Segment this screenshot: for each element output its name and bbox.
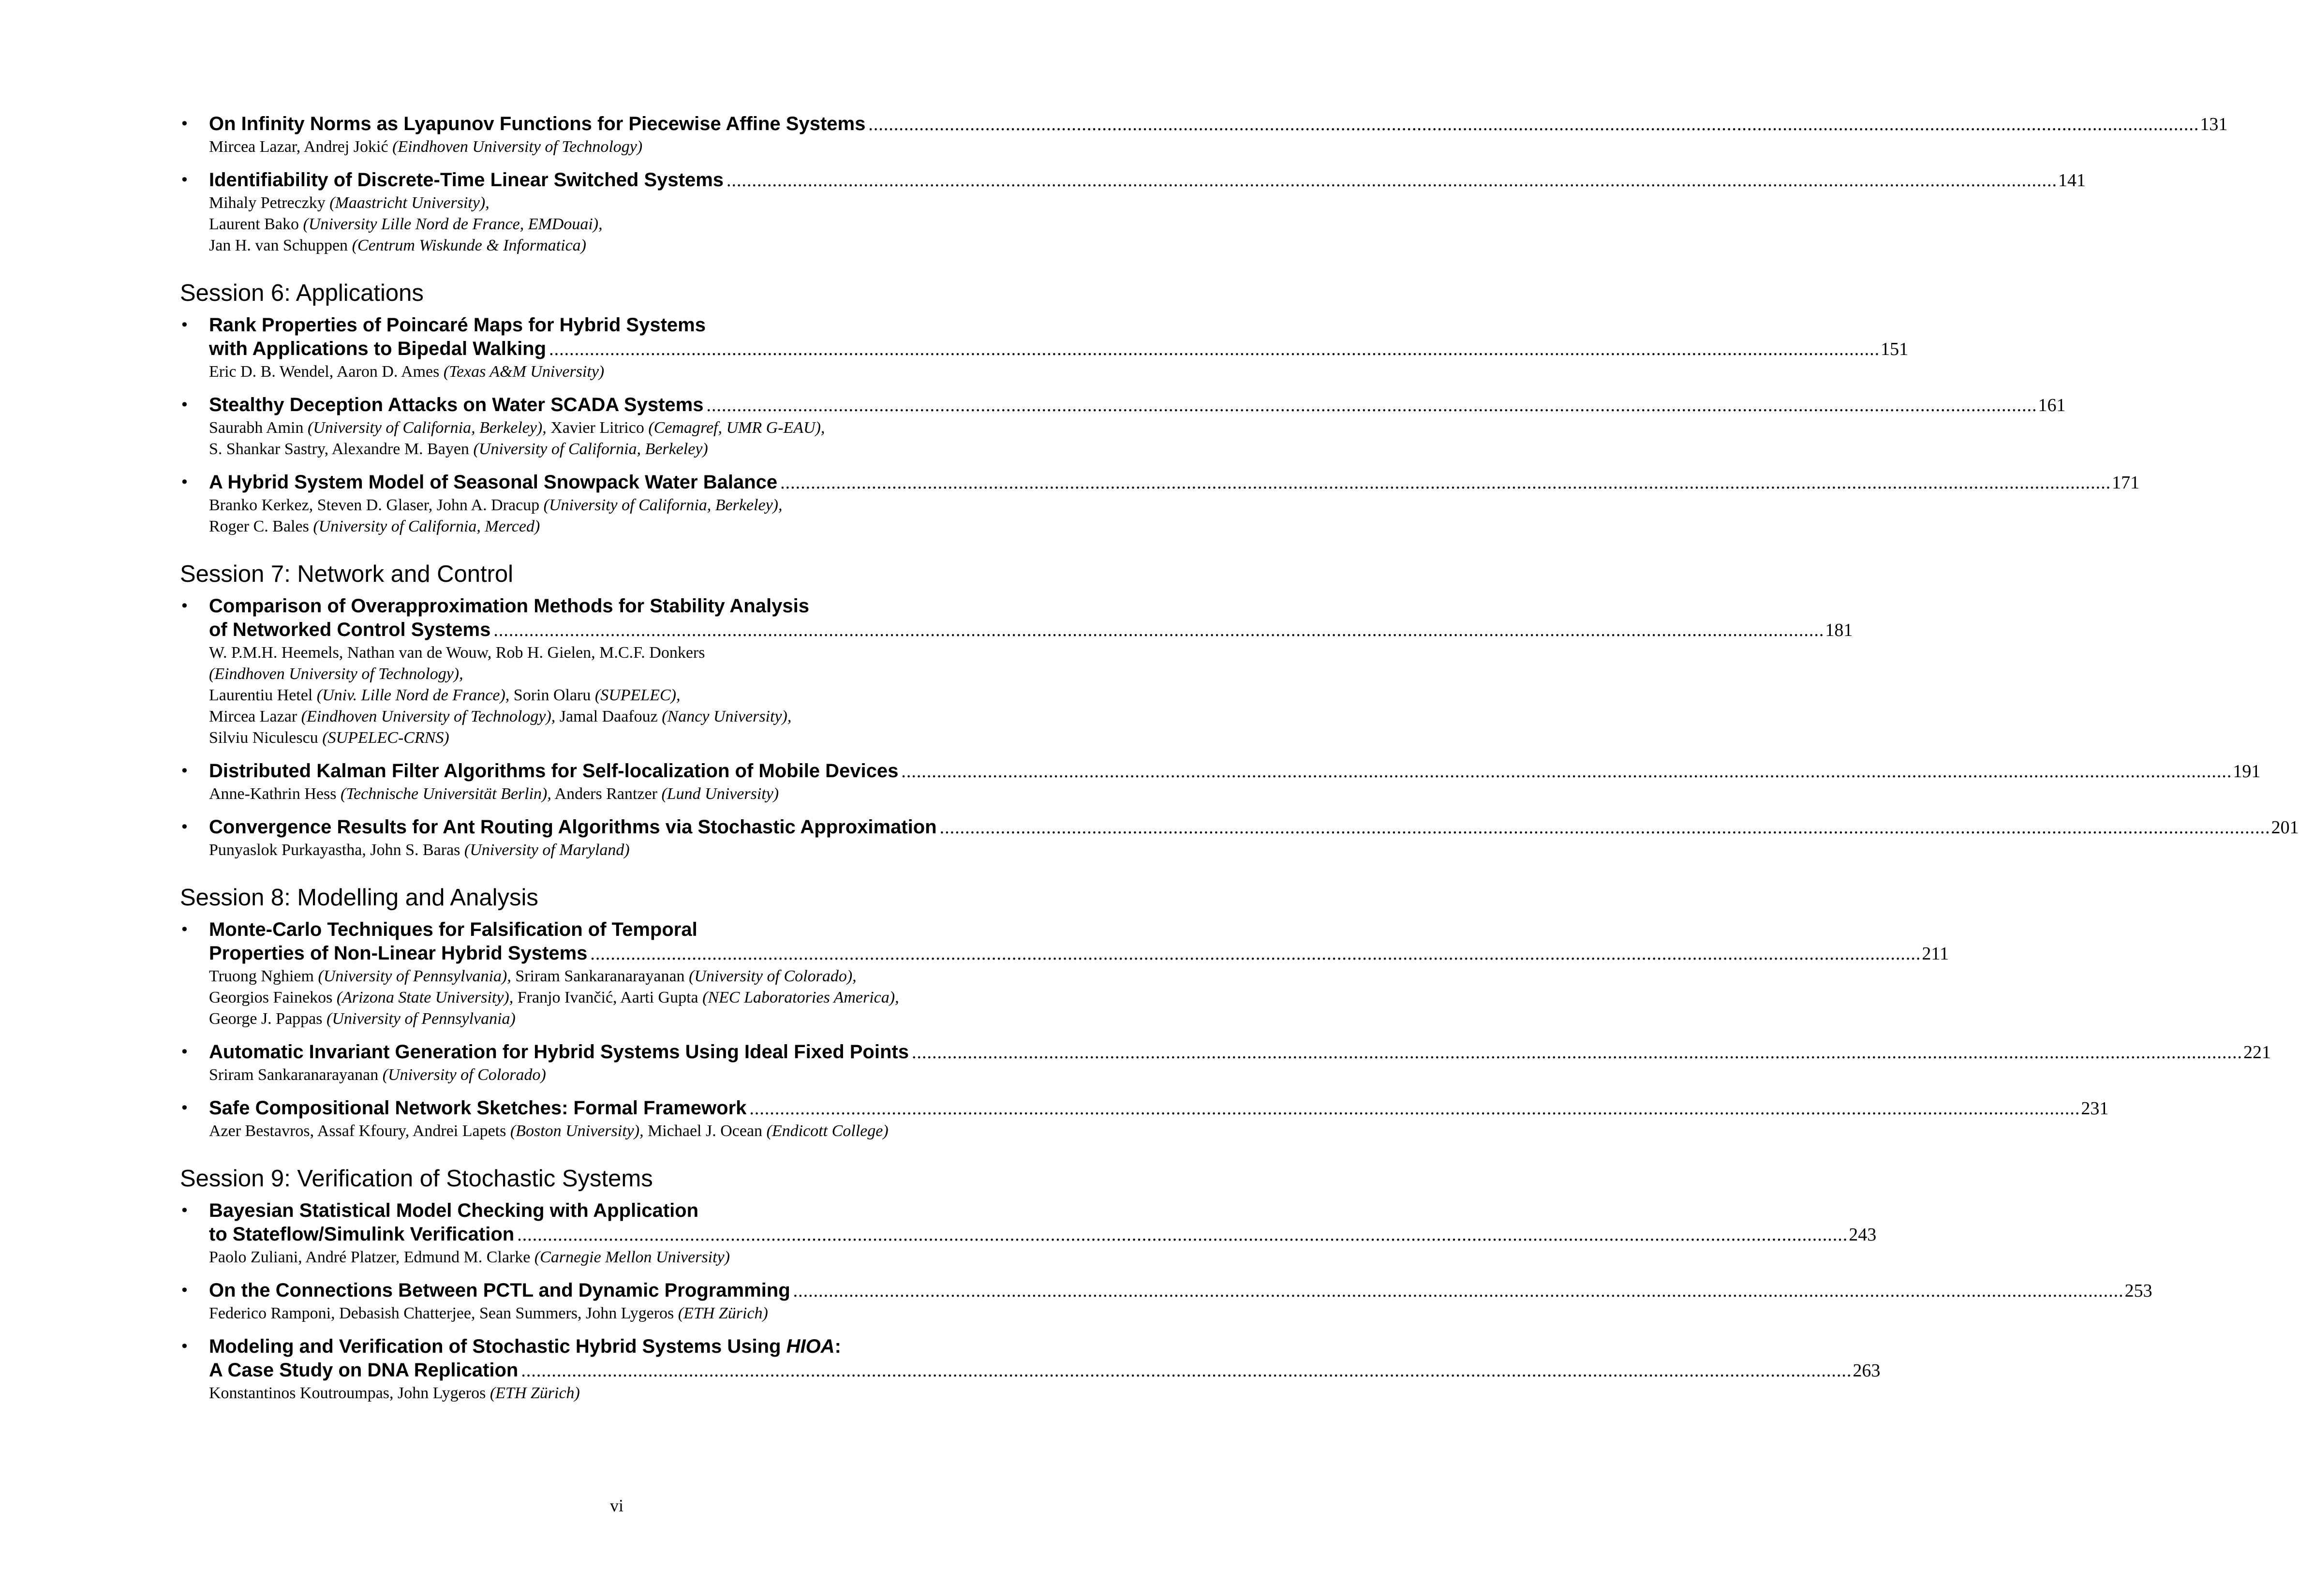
author-affiliation: (Nancy University), bbox=[662, 708, 792, 725]
entry-authors bbox=[209, 235, 1051, 256]
bullet-icon: • bbox=[180, 920, 189, 939]
bullet-icon: • bbox=[180, 1099, 189, 1117]
author-affiliation: (Technische Universität Berlin), bbox=[340, 785, 551, 803]
author-affiliation: (SUPELEC-CRNS) bbox=[322, 729, 449, 747]
session-heading: Session 9: Verification of Stochastic Systems bbox=[180, 1166, 653, 1192]
author-affiliation: (University of Colorado), bbox=[689, 967, 857, 985]
entry-authors bbox=[209, 1064, 1051, 1086]
author-names: Georgios Fainekos bbox=[209, 989, 337, 1006]
entry-authors bbox=[209, 840, 1051, 861]
author-affiliation: (Maastricht University), bbox=[329, 194, 489, 212]
author-affiliation: (University of California, Berkeley), bbox=[307, 419, 547, 437]
toc-entry[interactable] bbox=[180, 759, 2261, 805]
bullet-icon: • bbox=[180, 396, 189, 414]
entry-page-number: 231 bbox=[2081, 1098, 2109, 1119]
author-names: Truong Nghiem bbox=[209, 967, 318, 985]
entry-authors bbox=[209, 136, 1051, 158]
entry-authors bbox=[209, 1303, 1051, 1324]
author-affiliation: (University of Maryland) bbox=[464, 841, 630, 859]
entry-title: with Applications to Bipedal Walking bbox=[209, 338, 547, 359]
entry-authors bbox=[209, 361, 1051, 383]
author-affiliation: (Centrum Wiskunde & Informatica) bbox=[352, 236, 586, 254]
entry-authors bbox=[209, 417, 1051, 439]
author-names: Roger C. Bales bbox=[209, 517, 313, 535]
entry-authors bbox=[209, 1383, 1051, 1404]
bullet-icon: • bbox=[180, 171, 189, 189]
bullet-icon: • bbox=[180, 115, 189, 133]
author-names: Mihaly Petreczky bbox=[209, 194, 330, 212]
session-heading: Session 8: Modelling and Analysis bbox=[180, 885, 538, 911]
entry-authors bbox=[209, 439, 1051, 460]
author-names: Mircea Lazar bbox=[209, 708, 301, 725]
author-names: Anne-Kathrin Hess bbox=[209, 785, 341, 803]
author-affiliation: (NEC Laboratories America), bbox=[702, 989, 899, 1006]
entry-page-number: 263 bbox=[1853, 1360, 1881, 1381]
dot-leader: ...................................................................................................................................................................................................................................................................... bbox=[517, 1225, 1848, 1245]
entry-authors bbox=[209, 706, 1051, 727]
author-names: Branko Kerkez, Steven D. Glaser, John A. Dracup bbox=[209, 496, 544, 514]
entry-page-number: 253 bbox=[2124, 1281, 2152, 1301]
author-names: Eric D. B. Wendel, Aaron D. Ames bbox=[209, 363, 444, 381]
entry-title: Convergence Results for Ant Routing Algorithms via Stochastic Approximation bbox=[209, 816, 937, 838]
author-affiliation: (Eindhoven University of Technology) bbox=[392, 138, 643, 156]
session-heading: Session 6: Applications bbox=[180, 280, 424, 306]
entry-page-number: 221 bbox=[2243, 1042, 2271, 1063]
author-affiliation: (University of Colorado) bbox=[382, 1066, 546, 1084]
entry-title: Safe Compositional Network Sketches: Formal Framework bbox=[209, 1097, 747, 1119]
author-affiliation: (University of California, Berkeley) bbox=[473, 440, 708, 458]
entry-page-number: 191 bbox=[2233, 761, 2261, 782]
author-names: Franjo Ivančić, Aarti Gupta bbox=[513, 989, 703, 1006]
bullet-icon: • bbox=[180, 1337, 189, 1356]
author-affiliation: (Eindhoven University of Technology), bbox=[301, 708, 556, 725]
author-names: George J. Pappas bbox=[209, 1010, 326, 1028]
dot-leader: ...................................................................................................................................................................................................................................................................... bbox=[780, 473, 2111, 493]
entry-authors bbox=[209, 966, 1051, 987]
dot-leader: ...................................................................................................................................................................................................................................................................... bbox=[868, 114, 2199, 134]
entry-authors bbox=[209, 1121, 1051, 1142]
author-affiliation: (Arizona State University), bbox=[336, 989, 514, 1006]
entry-page-number: 131 bbox=[2200, 114, 2228, 134]
dot-leader: ...................................................................................................................................................................................................................................................................... bbox=[521, 1360, 1852, 1381]
author-names: Laurent Bako bbox=[209, 215, 303, 233]
page-number: vi bbox=[609, 1496, 623, 1515]
toc-entry[interactable] bbox=[180, 1040, 2271, 1086]
entry-title: Automatic Invariant Generation for Hybrid Systems Using Ideal Fixed Points bbox=[209, 1041, 909, 1063]
entry-authors bbox=[209, 192, 1051, 214]
bullet-icon: • bbox=[180, 818, 189, 836]
entry-title: of Networked Control Systems bbox=[209, 619, 491, 640]
entry-title: Modeling and Verification of Stochastic Hybrid Systems Using HIOA: bbox=[209, 1336, 841, 1357]
toc-entry[interactable] bbox=[180, 313, 1909, 383]
dot-leader: ...................................................................................................................................................................................................................................................................... bbox=[590, 944, 1921, 964]
toc-entry[interactable] bbox=[180, 1279, 2152, 1324]
toc-entry[interactable] bbox=[180, 594, 1853, 749]
dot-leader: ...................................................................................................................................................................................................................................................................... bbox=[901, 761, 2232, 782]
session-heading: Session 7: Network and Control bbox=[180, 561, 514, 587]
entry-title: Comparison of Overapproximation Methods for Stability Analysis bbox=[209, 595, 809, 617]
entry-authors bbox=[209, 1008, 1051, 1030]
toc-entry[interactable] bbox=[180, 393, 2066, 460]
entry-title: A Case Study on DNA Replication bbox=[209, 1360, 519, 1381]
author-affiliation: (University of Pennsylvania), bbox=[318, 967, 511, 985]
author-affiliation: (Lund University) bbox=[661, 785, 779, 803]
author-affiliation: (University of California, Berkeley), bbox=[543, 496, 783, 514]
author-names: Sorin Olaru bbox=[509, 686, 595, 704]
author-affiliation: (ETH Zürich) bbox=[489, 1384, 580, 1402]
entry-title: Monte-Carlo Techniques for Falsification of Temporal bbox=[209, 919, 697, 940]
dot-leader: ...................................................................................................................................................................................................................................................................... bbox=[939, 817, 2270, 838]
author-names: Silviu Niculescu bbox=[209, 729, 323, 747]
bullet-icon: • bbox=[180, 1201, 189, 1220]
entry-authors bbox=[209, 664, 1051, 685]
entry-title: Rank Properties of Poincaré Maps for Hybrid Systems bbox=[209, 314, 706, 336]
entry-authors bbox=[209, 783, 1051, 805]
entry-authors bbox=[209, 727, 1051, 749]
author-affiliation: (University of Pennsylvania) bbox=[326, 1010, 516, 1028]
author-affiliation: (Texas A&M University) bbox=[443, 363, 605, 381]
toc-entry[interactable] bbox=[180, 168, 2086, 256]
entry-page-number: 211 bbox=[1922, 944, 1949, 964]
toc-entry[interactable] bbox=[180, 1096, 2109, 1142]
author-names: W. P.M.H. Heemels, Nathan van de Wouw, Rob H. Gielen, M.C.F. Donkers bbox=[209, 644, 705, 662]
author-names: Laurentiu Hetel bbox=[209, 686, 317, 704]
author-names: Punyaslok Purkayastha, John S. Baras bbox=[209, 841, 464, 859]
dot-leader: ...................................................................................................................................................................................................................................................................... bbox=[493, 620, 1824, 640]
bullet-icon: • bbox=[180, 1281, 189, 1300]
author-names: Xavier Litrico bbox=[546, 419, 649, 437]
author-affiliation: (Carnegie Mellon University) bbox=[534, 1248, 730, 1266]
entry-page-number: 243 bbox=[1849, 1225, 1877, 1245]
toc-entry[interactable] bbox=[180, 1335, 1881, 1404]
table-of-contents bbox=[180, 112, 2299, 1404]
author-names: Azer Bestavros, Assaf Kfoury, Andrei Lapets bbox=[209, 1122, 510, 1140]
author-affiliation: (University of California, Merced) bbox=[313, 517, 540, 535]
dot-leader: ...................................................................................................................................................................................................................................................................... bbox=[749, 1098, 2080, 1119]
author-names: Anders Rantzer bbox=[551, 785, 662, 803]
bullet-icon: • bbox=[180, 1043, 189, 1061]
author-names: Jan H. van Schuppen bbox=[209, 236, 352, 254]
toc-entry[interactable] bbox=[180, 1199, 1877, 1268]
entry-title: to Stateflow/Simulink Verification bbox=[209, 1224, 515, 1245]
author-affiliation: (University Lille Nord de France, EMDouai), bbox=[303, 215, 603, 233]
author-names: Paolo Zuliani, André Platzer, Edmund M. Clarke bbox=[209, 1248, 534, 1266]
author-names: S. Shankar Sastry, Alexandre M. Bayen bbox=[209, 440, 474, 458]
dot-leader: ...................................................................................................................................................................................................................................................................... bbox=[706, 395, 2037, 415]
dot-leader: ...................................................................................................................................................................................................................................................................... bbox=[727, 170, 2058, 191]
entry-page-number: 151 bbox=[1881, 339, 1909, 359]
bullet-icon: • bbox=[180, 316, 189, 334]
author-names: Mircea Lazar, Andrej Jokić bbox=[209, 138, 393, 156]
entry-authors bbox=[209, 495, 1051, 516]
entry-page-number: 141 bbox=[2058, 170, 2086, 191]
author-affiliation: (Endicott College) bbox=[766, 1122, 889, 1140]
entry-title: Distributed Kalman Filter Algorithms for Self-localization of Mobile Devices bbox=[209, 760, 899, 782]
author-affiliation: (Eindhoven University of Technology), bbox=[209, 665, 463, 683]
entry-authors bbox=[209, 685, 1051, 706]
dot-leader: ...................................................................................................................................................................................................................................................................... bbox=[911, 1042, 2242, 1063]
author-names: Sriram Sankaranarayanan bbox=[209, 1066, 383, 1084]
bullet-icon: • bbox=[180, 762, 189, 780]
entry-page-number: 171 bbox=[2112, 473, 2140, 493]
author-affiliation: (Boston University), bbox=[510, 1122, 644, 1140]
entry-title: On Infinity Norms as Lyapunov Functions for Piecewise Affine Systems bbox=[209, 113, 866, 134]
toc-entry[interactable] bbox=[180, 112, 2228, 158]
dot-leader: ...................................................................................................................................................................................................................................................................... bbox=[549, 339, 1880, 359]
author-affiliation: (SUPELEC), bbox=[594, 686, 681, 704]
author-affiliation: (Cemagref, UMR G-EAU), bbox=[648, 419, 825, 437]
author-affiliation: (ETH Zürich) bbox=[678, 1304, 768, 1322]
bullet-icon: • bbox=[180, 597, 189, 615]
bullet-icon: • bbox=[180, 473, 189, 491]
entry-title: Stealthy Deception Attacks on Water SCADA Systems bbox=[209, 394, 704, 415]
entry-authors bbox=[209, 214, 1051, 235]
author-names: Saurabh Amin bbox=[209, 419, 308, 437]
toc-entry[interactable] bbox=[180, 471, 2140, 537]
author-names: Michael J. Ocean bbox=[643, 1122, 767, 1140]
author-affiliation: (Univ. Lille Nord de France), bbox=[316, 686, 510, 704]
author-names: Sriram Sankaranarayanan bbox=[511, 967, 689, 985]
author-names: Jamal Daafouz bbox=[555, 708, 662, 725]
entry-authors bbox=[209, 1247, 1051, 1268]
entry-authors bbox=[209, 516, 1051, 537]
entry-title: Properties of Non-Linear Hybrid Systems bbox=[209, 943, 588, 964]
entry-authors bbox=[209, 987, 1051, 1008]
entry-title: Bayesian Statistical Model Checking with Application bbox=[209, 1200, 699, 1221]
toc-entry[interactable] bbox=[180, 918, 1949, 1030]
entry-title: On the Connections Between PCTL and Dynamic Programming bbox=[209, 1280, 790, 1301]
entry-authors bbox=[209, 642, 1051, 664]
entry-page-number: 201 bbox=[2271, 817, 2299, 838]
toc-entry[interactable] bbox=[180, 815, 2299, 861]
entry-page-number: 161 bbox=[2038, 395, 2066, 415]
entry-page-number: 181 bbox=[1825, 620, 1853, 640]
entry-title: Identifiability of Discrete-Time Linear Switched Systems bbox=[209, 169, 724, 191]
entry-title: A Hybrid System Model of Seasonal Snowpack Water Balance bbox=[209, 472, 778, 493]
author-names: Federico Ramponi, Debasish Chatterjee, Sean Summers, John Lygeros bbox=[209, 1304, 678, 1322]
author-names: Konstantinos Koutroumpas, John Lygeros bbox=[209, 1384, 490, 1402]
dot-leader: ...................................................................................................................................................................................................................................................................... bbox=[793, 1281, 2124, 1301]
